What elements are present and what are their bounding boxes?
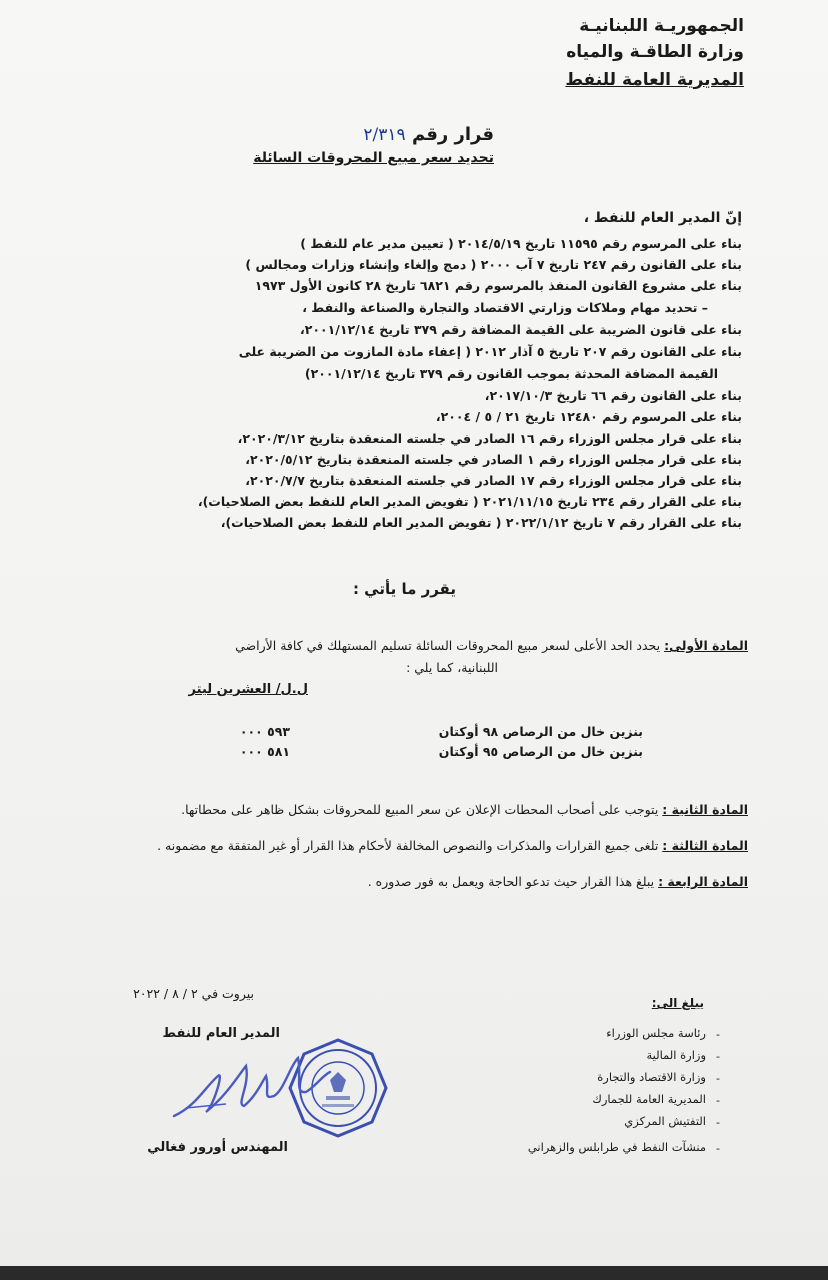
preamble-line: بناء على قرار مجلس الوزراء رقم ١٦ الصادر في جلسته المنعقدة بتاريخ ٢٠٢٠/٣/١٢،	[237, 431, 742, 446]
preamble-line: بناء على القرار رقم ٢٣٤ تاريخ ٢٠٢١/١١/١٥ ( تفويض المدير العام للنفط بعض الصلاحيات)،	[197, 494, 742, 509]
article-2	[181, 802, 748, 817]
article-2-text: يتوجب على أصحاب المحطات الإعلان عن سعر المبيع للمحروقات بشكل ظاهر على محطاتها.	[181, 802, 659, 817]
dash-icon: -	[716, 1050, 720, 1063]
article-4-label: المادة الرابعة :	[658, 874, 748, 889]
article-3-text: تلغى جميع القرارات والمذكرات والنصوص المخالفة لأحكام هذا القرار أو غير المتفقة مع مضمونه .	[157, 838, 659, 853]
distribution-title: يبلغ الى:	[651, 996, 704, 1010]
article-4	[368, 874, 748, 889]
place-date: بيروت في ٢ / ٨ / ٢٠٢٢	[133, 986, 254, 1001]
article-3-label: المادة الثالثة :	[662, 838, 748, 853]
article-3	[157, 838, 748, 853]
preamble-line: بناء على المرسوم رقم ١٢٤٨٠ تاريخ ٢١ / ٥ / ٢٠٠٤،	[435, 409, 742, 424]
distribution-item: التفتيش المركزي	[624, 1114, 706, 1128]
article-1	[235, 638, 748, 653]
preamble-line: بناء على المرسوم رقم ١١٥٩٥ تاريخ ٢٠١٤/٥/١٩ ( تعيين مدير عام للنفط )	[300, 236, 742, 251]
article-1-label: المادة الأولى:	[664, 638, 748, 653]
header-ministry: وزارة الطاقـة والمياه	[566, 42, 744, 62]
fuel-price-95: ٥٨١ ٠٠٠	[239, 744, 290, 759]
preamble-line: بناء على قانون الضريبة على القيمة المضافة رقم ٣٧٩ تاريخ ٢٠٠١/١٢/١٤،	[300, 322, 742, 337]
preamble-line: بناء على القرار رقم ٧ تاريخ ٢٠٢٢/١/١٢ ( تفويض المدير العام للنفط بعض الصلاحيات)،	[220, 515, 742, 530]
decision-title	[363, 124, 494, 145]
signatory-title: المدير العام للنفط	[162, 1026, 280, 1041]
scan-bottom-edge	[0, 1266, 828, 1280]
dash-icon: -	[716, 1094, 720, 1107]
dash-icon: -	[716, 1072, 720, 1085]
preamble-line: بناء على مشروع القانون المنفذ بالمرسوم رقم ٦٨٢١ تاريخ ٢٨ كانون الأول ١٩٧٣	[254, 278, 742, 293]
preamble-line: بناء على القانون رقم ٢٠٧ تاريخ ٥ آذار ٢٠١٢ ( إعفاء مادة المازوت من الضريبة على	[238, 344, 742, 359]
article-2-label: المادة الثانية :	[662, 802, 748, 817]
fuel-name-95: بنزين خال من الرصاص ٩٥ أوكتان	[438, 744, 643, 759]
header-directorate: المديرية العامة للنفط	[565, 70, 744, 90]
preamble-line: بناء على القانون رقم ٢٤٧ تاريخ ٧ آب ٢٠٠٠ ( دمج وإلغاء وإنشاء وزارات ومجالس )	[245, 257, 742, 272]
distribution-item: وزارة المالية	[646, 1048, 706, 1062]
intro-line: إنّ المدير العام للنفط ،	[583, 210, 742, 226]
article-1-text-cont: اللبنانية، كما يلي :	[406, 660, 498, 675]
signature	[166, 1046, 336, 1126]
preamble-line: القيمة المضافة المحدثة بموجب القانون رقم ٣٧٩ تاريخ ٢٠٠١/١٢/١٤)	[304, 366, 718, 381]
decision-number: ٢/٣١٩	[363, 125, 406, 145]
fuel-name-98: بنزين خال من الرصاص ٩٨ أوكتان	[438, 724, 643, 739]
distribution-item: رئاسة مجلس الوزراء	[606, 1026, 706, 1040]
distribution-item: وزارة الاقتصاد والتجارة	[597, 1070, 706, 1084]
fuel-price-98: ٥٩٣ ٠٠٠	[239, 724, 290, 739]
signatory-name: المهندس أورور فغالي	[147, 1140, 288, 1155]
header-republic: الجمهوريـة اللبنانيـة	[579, 16, 744, 36]
distribution-item: منشآت النفط في طرابلس والزهراني	[527, 1140, 706, 1154]
dash-icon: -	[716, 1142, 720, 1155]
dash-icon: -	[716, 1028, 720, 1041]
article-4-text: يبلغ هذا القرار حيث تدعو الحاجة ويعمل به فور صدوره .	[367, 874, 655, 889]
preamble-line: بناء على القانون رقم ٦٦ تاريخ ٢٠١٧/١٠/٣،	[484, 388, 742, 403]
preamble-line: بناء على قرار مجلس الوزراء رقم ١ الصادر في جلسته المنعقدة بتاريخ ٢٠٢٠/٥/١٢،	[245, 452, 742, 467]
decision-title-prefix: قرار رقم	[411, 124, 494, 145]
dash-icon: -	[716, 1116, 720, 1129]
price-unit-label: ل.ل/ العشرين ليتر	[188, 682, 308, 697]
decision-subtitle: تحديد سعر مبيع المحروقات السائلة	[253, 150, 494, 166]
preamble-line: – تحديد مهام وملاكات وزارتي الاقتصاد والتجارة والصناعة والنفط ،	[302, 300, 708, 315]
distribution-item: المديرية العامة للجمارك	[592, 1092, 706, 1106]
preamble-line: بناء على قرار مجلس الوزراء رقم ١٧ الصادر في جلسته المنعقدة بتاريخ ٢٠٢٠/٧/٧،	[245, 473, 742, 488]
article-1-text: يحدد الحد الأعلى لسعر مبيع المحروقات السائلة تسليم المستهلك في كافة الأراضي	[235, 638, 665, 653]
decides-heading: يقرر ما يأتي :	[352, 580, 456, 598]
